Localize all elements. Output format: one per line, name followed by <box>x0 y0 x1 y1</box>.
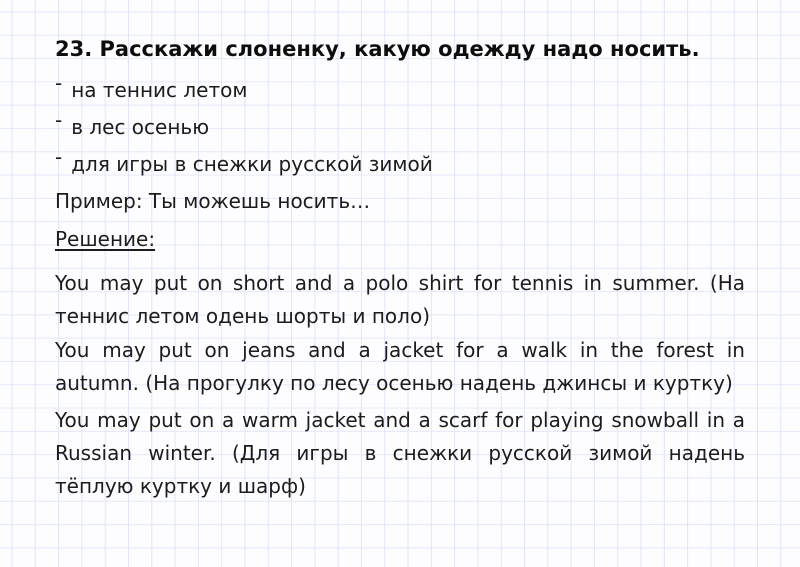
dash-marker: - <box>55 145 63 169</box>
answer-paragraph-autumn: You may put on jeans and a jacket for a walk in the forest in autumn. (На прогулку по лесу осенью надень джинсы и куртку) <box>55 338 745 395</box>
condition-item-text: для игры в снежки русской зимой <box>71 152 433 176</box>
dash-marker: - <box>55 71 63 95</box>
answer-paragraph-winter: You may put on a warm jacket and a scarf for playing snowball in a Russian winter. (Для игры в снежки русской зимой надень тёплую куртку и шарф) <box>55 408 745 498</box>
solution-heading-text: Решение: <box>55 227 156 251</box>
example-line: Пример: Ты можешь носить… <box>55 189 371 213</box>
condition-item <box>55 108 745 144</box>
condition-item-text: в лес осенью <box>71 115 210 139</box>
condition-item <box>55 145 745 181</box>
dash-marker: - <box>55 108 63 132</box>
condition-item <box>55 71 745 107</box>
condition-item-text: на теннис летом <box>71 78 248 102</box>
answer-paragraph-summer: You may put on short and a polo shirt for tennis in summer. (На теннис летом одень шорты и поло) <box>55 271 745 328</box>
exercise-content <box>55 34 745 503</box>
exercise-title: 23. Расскажи слоненку, какую одежду надо носить. <box>55 37 700 61</box>
solution-heading <box>55 223 745 256</box>
